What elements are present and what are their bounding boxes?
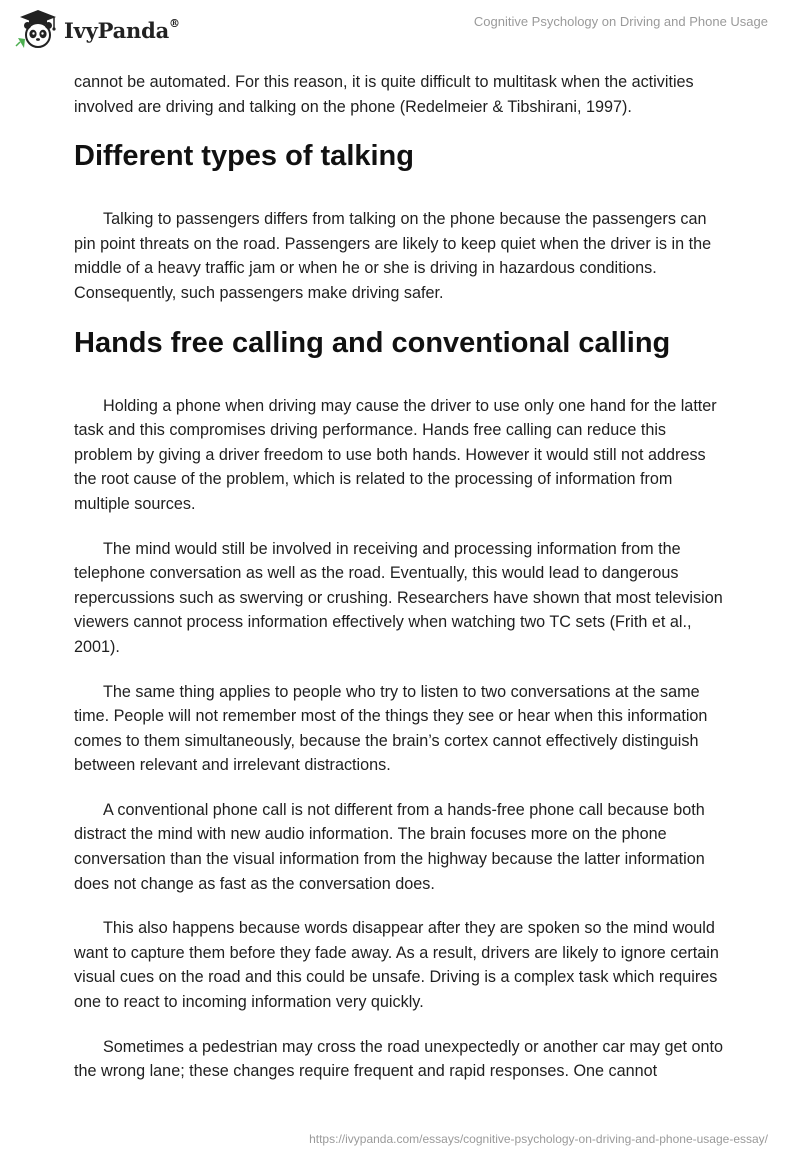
paragraph: cannot be automated. For this reason, it is quite difficult to multitask when the activities involved are driving and talking on the phone (Redelmeier & Tibshirani, 1997). [74,73,694,116]
paragraph: Talking to passengers differs from talking on the phone because the passengers can pin point threats on the road. Passengers are likely to keep quiet when the driver is in the middle of a heavy traffic jam or when he or she is driving in hazardous conditions. Consequently, such passengers make driving safer. [74,210,712,302]
document-title: Cognitive Psychology on Driving and Phone Usage [473,14,768,29]
ivypanda-logo[interactable] [14,8,180,52]
paragraph: A conventional phone call is not different from a hands-free phone call because both distract the mind with new audio information. The brain focuses more on the phone conversation than the visual information from the highway because the latter information does not change as fast as the conversation does. [74,800,705,893]
paragraph: The same thing applies to people who try to listen to two conversations at the same time. People will not remember most of the things they see or hear when this information comes to them simultaneously, because the brain’s cortex cannot effectively distinguish between relevant and irrelevant distractions. [74,682,708,775]
paragraph: This also happens because words disappear after they are spoken so the mind would want to capture them before they fade away. As a result, drivers are likely to ignore certain visual cues on the road and this could be unsafe. Driving is a complex task which requires one to react to incoming information very quickly. [74,919,719,1012]
section-heading: Different types of talking [74,140,414,173]
page-header [0,0,800,60]
paragraph: The mind would still be involved in receiving and processing information from the telephone conversation as well as the road. Eventually, this would lead to dangerous repercussions such as swerving or crushing. Researchers have shown that most television viewers cannot process information effectively when watching two TC sets (Frith et al., 2001). [74,539,723,656]
paragraph: Holding a phone when driving may cause the driver to use only one hand for the latter task and this compromises driving performance. Hands free calling can reduce this problem by giving a driver freedom to use both hands. However it would still not address the root cause of the problem, which is related to the processing of information from multiple sources. [74,396,717,513]
brand-name: IvyPanda® [64,16,180,43]
source-url[interactable]: https://ivypanda.com/essays/cognitive-psychology-on-driving-and-phone-usage-essay/ [309,1132,768,1146]
essay-body [74,70,728,1104]
section-heading: Hands free calling and conventional calling [74,326,671,359]
panda-graduate-logo-icon [14,8,62,52]
paragraph: Sometimes a pedestrian may cross the road unexpectedly or another car may get onto the wrong lane; these changes require frequent and rapid responses. One cannot [74,1037,723,1081]
